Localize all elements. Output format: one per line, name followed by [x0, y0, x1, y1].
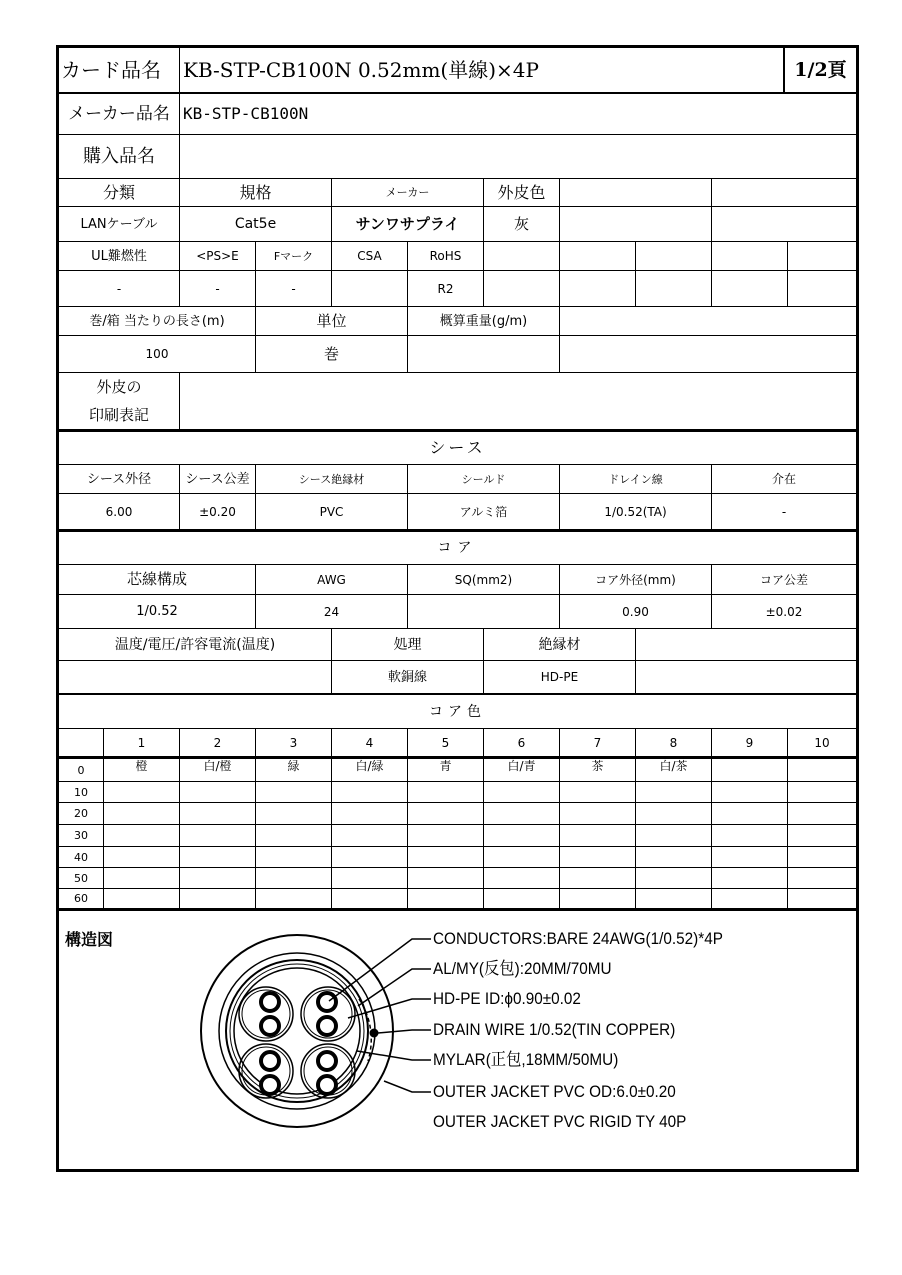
rule	[179, 48, 180, 178]
structure-label: DRAIN WIRE 1/0.52(TIN COPPER)	[433, 1020, 676, 1039]
shield-label: シールド	[461, 472, 506, 486]
core-color-cell: 白/橙	[203, 759, 232, 773]
core-tol-label: コア公差	[759, 572, 808, 587]
core-color-cell: 茶	[591, 759, 604, 773]
maker-part-value: KB-STP-CB100N	[183, 104, 309, 123]
jacket-color-label: 外皮色	[497, 182, 546, 202]
rohs-value: R2	[437, 281, 454, 296]
jacket-color-value: 灰	[513, 214, 529, 233]
structure-title: 構造図	[65, 930, 114, 949]
f-mark-value: -	[291, 281, 296, 296]
category-value: LANケーブル	[80, 216, 158, 232]
rule	[559, 178, 560, 242]
treatment-label: 処理	[393, 636, 422, 653]
temp-label: 温度/電圧/許容電流(温度)	[114, 636, 276, 653]
maker-part-label: メーカー品名	[68, 103, 170, 124]
spec-card	[56, 45, 859, 1172]
ul-label: UL難燃性	[91, 248, 147, 264]
core-color-cell: 青	[439, 759, 452, 773]
core-od-label: コア外径(mm)	[595, 572, 676, 587]
core-title: コア	[437, 540, 478, 556]
color-column-header: 9	[745, 735, 754, 750]
color-column-header: 3	[289, 735, 298, 750]
rule	[483, 241, 484, 306]
unit-label: 単位	[316, 311, 347, 330]
sheath-tol-value: ±0.20	[199, 504, 236, 519]
core-color-cell	[788, 757, 856, 775]
rule	[711, 241, 712, 306]
filler-value: -	[781, 504, 787, 519]
awg-value: 24	[323, 604, 340, 619]
structure-label: MYLAR(正包,18MM/50MU)	[433, 1050, 619, 1069]
shield-value: アルミ箔	[459, 504, 508, 519]
unit-value: 巻	[323, 344, 339, 363]
print-label-2: 印刷表記	[88, 405, 149, 424]
rohs-label: RoHS	[429, 249, 462, 263]
color-column-header: 2	[213, 735, 222, 750]
pse-value: -	[215, 281, 220, 296]
core-color-cell	[712, 757, 787, 775]
csa-value	[332, 271, 407, 306]
weight-label: 概算重量(g/m)	[439, 313, 528, 329]
structure-label: AL/MY(反包):20MM/70MU	[433, 959, 612, 978]
maker-label: メーカー	[385, 186, 430, 199]
color-row-label: 50	[74, 871, 88, 885]
filler-label: 介在	[771, 472, 796, 486]
rule	[179, 372, 180, 430]
color-row-label: 40	[74, 850, 88, 864]
rule	[635, 241, 636, 306]
sq-label: SQ(mm2)	[454, 572, 513, 587]
pse-label: <PS>E	[196, 249, 239, 263]
color-column-header: 1	[137, 735, 146, 750]
drain-value: 1/0.52(TA)	[604, 504, 667, 519]
card-name-value: KB-STP-CB100N 0.52mm(単線)×4P	[183, 58, 539, 82]
treatment-value: 軟銅線	[387, 669, 427, 685]
sheath-title: シース	[429, 438, 486, 457]
rule	[635, 628, 636, 694]
core-color-cell: 白/茶	[659, 759, 688, 773]
leader-lines	[329, 939, 431, 1092]
sheath-od-value: 6.00	[105, 504, 133, 519]
color-column-header: 7	[593, 735, 602, 750]
color-column-header: 8	[669, 735, 678, 750]
print-label-1: 外皮の	[96, 377, 142, 396]
sq-value	[408, 595, 559, 628]
color-column-header: 5	[441, 735, 450, 750]
outer-jacket-icon	[201, 935, 393, 1127]
structure-label: OUTER JACKET PVC OD:6.0±0.20	[433, 1082, 676, 1101]
weight-value	[408, 336, 559, 372]
core-color-cell: 緑	[287, 759, 300, 773]
color-row-label: 0	[77, 763, 85, 777]
color-column-header: 10	[814, 735, 830, 750]
length-label: 巻/箱 当たりの長さ(m)	[89, 313, 225, 329]
rule	[787, 241, 788, 306]
standard-label: 規格	[239, 182, 272, 202]
sheath-od-label: シース外径	[86, 471, 152, 487]
insulation-label: 絶縁材	[538, 636, 581, 653]
sheath-tol-label: シース公差	[185, 471, 250, 487]
csa-label: CSA	[357, 249, 382, 263]
color-row-label: 60	[74, 892, 88, 905]
structure-label: CONDUCTORS:BARE 24AWG(1/0.52)*4P	[433, 929, 723, 948]
f-mark-label: Fマーク	[273, 249, 314, 263]
core-color-cell: 白/緑	[355, 759, 384, 773]
ul-value: -	[116, 281, 122, 296]
core-color-cell: 橙	[135, 759, 148, 773]
temp-value	[59, 661, 331, 693]
color-column-header: 4	[365, 735, 374, 750]
rule	[559, 306, 560, 372]
purchase-label: 購入品名	[83, 145, 155, 167]
print-value	[183, 373, 853, 429]
category-label: 分類	[102, 182, 135, 202]
awg-label: AWG	[317, 572, 346, 587]
structure-label: OUTER JACKET PVC RIGID TY 40P	[433, 1112, 687, 1131]
rule	[711, 178, 712, 242]
core-tol-value: ±0.02	[765, 604, 803, 619]
page-number: 1/2頁	[794, 58, 847, 81]
core-color-cell: 白/青	[507, 759, 536, 773]
structure-label: HD-PE ID:ϕ0.90±0.02	[433, 989, 581, 1008]
sheath-insul-label: シース絶縁材	[298, 472, 365, 486]
sheath-insul-value: PVC	[319, 504, 344, 519]
drain-label: ドレイン線	[608, 472, 663, 486]
standard-value: Cat5e	[234, 216, 277, 232]
core-od-value: 0.90	[622, 604, 649, 619]
card-name-label: カード品名	[61, 58, 161, 82]
purchase-value	[183, 135, 783, 178]
color-row-label: 20	[74, 807, 88, 820]
core-structure-value: 1/0.52	[136, 604, 178, 619]
core-color-title: コア色	[429, 703, 486, 720]
maker-value: サンワサプライ	[355, 214, 460, 233]
rule	[559, 241, 560, 306]
length-value: 100	[145, 347, 169, 361]
color-row-label: 10	[74, 785, 88, 799]
insulation-value: HD-PE	[540, 670, 579, 684]
color-column-header: 6	[517, 735, 526, 750]
color-row-label: 30	[74, 829, 88, 842]
core-structure-label: 芯線構成	[126, 570, 187, 588]
